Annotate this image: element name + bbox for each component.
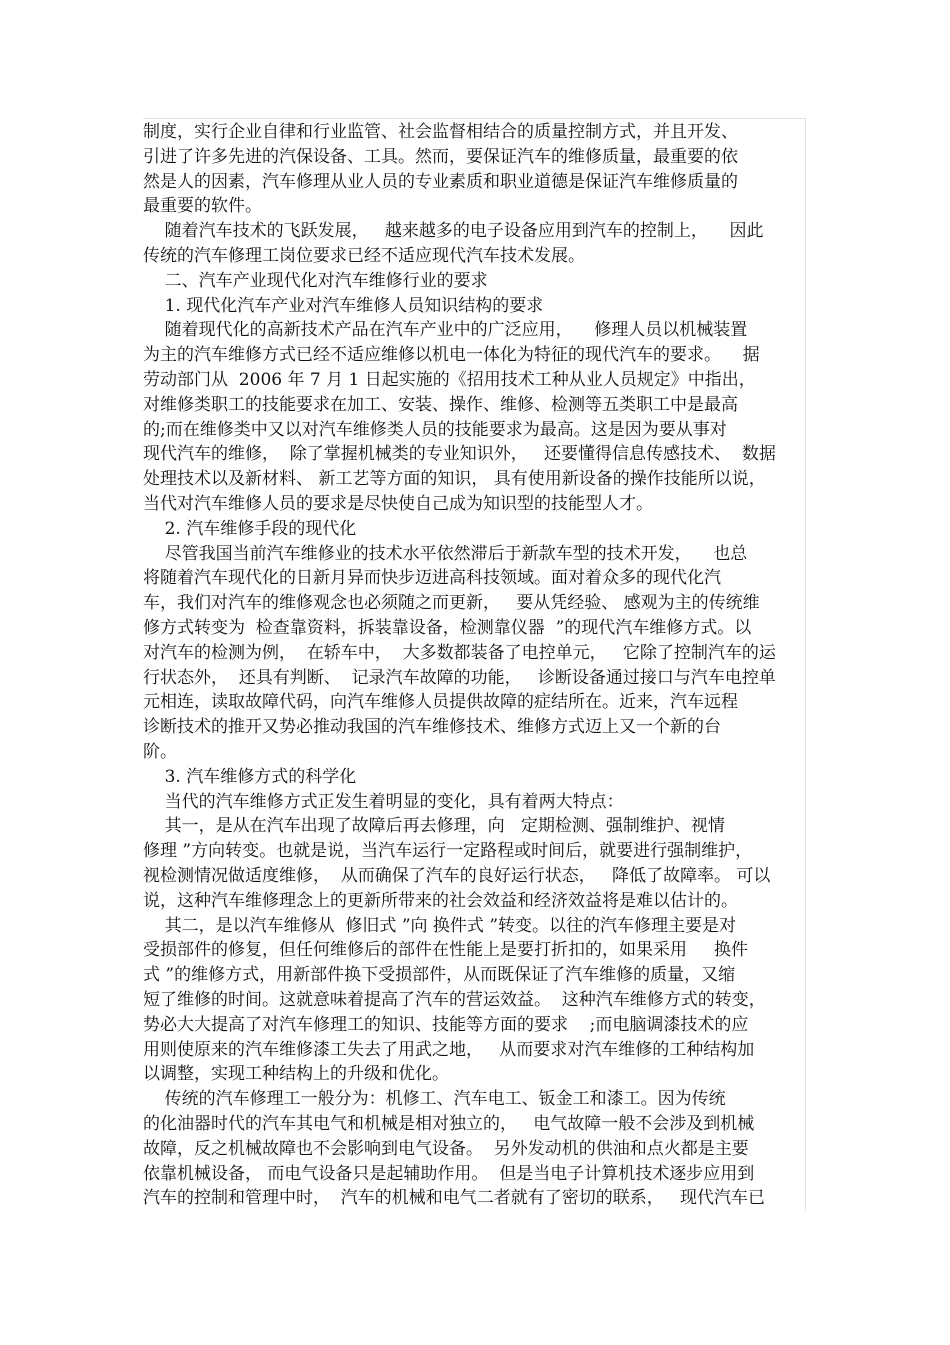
text-line: 用则使原来的汽车维修漆工失去了用武之地， 从而要求对汽车维修的工种结构加 bbox=[143, 1039, 755, 1060]
text-line: 元相连，读取故障代码，向汽车维修人员提供故障的症结所在。近来，汽车远程 bbox=[143, 692, 738, 713]
text-line: 随着汽车技术的飞跃发展， 越来越多的电子设备应用到汽车的控制上， 因此 bbox=[143, 221, 764, 242]
text-line: 传统的汽车修理工一般分为：机修工、汽车电工、钣金工和漆工。因为传统 bbox=[143, 1089, 726, 1110]
text-line: 诊断技术的推开又势必推动我国的汽车维修技术、维修方式迈上又一个新的台 bbox=[143, 717, 721, 738]
text-line: 式 ”的维修方式，用新部件换下受损部件，从而既保证了汽车维修的质量，又缩 bbox=[143, 965, 736, 986]
text-line: 汽车的控制和管理中时， 汽车的机械和电气二者就有了密切的联系， 现代汽车已 bbox=[143, 1188, 766, 1209]
text-line: 以调整，实现工种结构上的升级和优化。 bbox=[143, 1064, 449, 1085]
text-line: 1. 现代化汽车产业对汽车维修人员知识结构的要求 bbox=[143, 295, 544, 316]
text-line: 说，这种汽车维修理念上的更新所带来的社会效益和经济效益将是难以估计的。 bbox=[143, 890, 738, 911]
text-line: 受损部件的修复，但任何维修后的部件在性能上是要打折扣的，如果采用 换件 bbox=[143, 940, 749, 961]
text-line: 车，我们对汽车的维修观念也必须随之而更新， 要从凭经验、 感观为主的传统维 bbox=[143, 593, 760, 614]
text-line: 修理 ”方向转变。也就是说，当汽车运行一定路程或时间后，就要进行强制维护， bbox=[143, 841, 753, 862]
text-line: 然是人的因素，汽车修理从业人员的专业素质和职业道德是保证汽车维修质量的 bbox=[143, 171, 738, 192]
text-line: 制度，实行企业自律和行业监管、社会监督相结合的质量控制方式，并且开发、 bbox=[143, 122, 738, 142]
text-line: 修方式转变为 检查靠资料，拆装靠设备，检测靠仪器 ”的现代汽车维修方式。以 bbox=[143, 618, 752, 638]
text-line: 引进了许多先进的汽保设备、工具。然而，要保证汽车的维修质量，最重要的依 bbox=[143, 146, 738, 167]
text-line: 阶。 bbox=[143, 742, 177, 762]
text-line: 处理技术以及新材料、 新工艺等方面的知识， 具有使用新设备的操作技能所以说， bbox=[143, 469, 766, 490]
text-line: 尽管我国当前汽车维修业的技术水平依然滞后于新款车型的技术开发， 也总 bbox=[143, 543, 748, 564]
text-line: 最重要的软件。 bbox=[143, 196, 262, 217]
text-line: 3. 汽车维修方式的科学化 bbox=[143, 766, 357, 787]
text-line: 对维修类职工的技能要求在加工、安装、操作、维修、检测等五类职工中是最高 bbox=[143, 394, 738, 415]
text-line: 为主的汽车维修方式已经不适应维修以机电一体化为特征的现代汽车的要求。 据 bbox=[143, 345, 760, 366]
text-line: 势必大大提高了对汽车修理工的知识、技能等方面的要求 ;而电脑调漆技术的应 bbox=[143, 1014, 749, 1035]
text-line: 行状态外， 还具有判断、 记录汽车故障的功能， 诊断设备通过接口与汽车电控单 bbox=[143, 667, 776, 688]
text-line: 短了维修的时间。这就意味着提高了汽车的营运效益。 这种汽车维修方式的转变， bbox=[143, 990, 766, 1010]
text-line: 的;而在维修类中又以对汽车维修类人员的技能要求为最高。这是因为要从事对 bbox=[143, 419, 727, 440]
text-line: 2. 汽车维修手段的现代化 bbox=[143, 518, 357, 539]
text-line: 故障，反之机械故障也不会影响到电气设备。 另外发动机的供油和点火都是主要 bbox=[143, 1138, 749, 1159]
text-line: 随着现代化的高新技术产品在汽车产业中的广泛应用， 修理人员以机械装置 bbox=[143, 320, 748, 341]
text-line: 传统的汽车修理工岗位要求已经不适应现代汽车技术发展。 bbox=[143, 246, 585, 266]
text-line: 其二，是以汽车维修从 修旧式 ”向 换件式 ”转变。以往的汽车修理主要是对 bbox=[143, 915, 737, 936]
text-line: 对汽车的检测为例， 在轿车中， 大多数都装备了电控单元， 它除了控制汽车的运 bbox=[143, 642, 776, 663]
text-line: 劳动部门从 2006 年 7 月 1 日起实施的《招用技术工种从业人员规定》中指出， bbox=[143, 370, 756, 390]
body-text bbox=[143, 118, 806, 1211]
text-line: 视检测情况做适度维修， 从而确保了汽车的良好运行状态， 降低了故障率。 可以 bbox=[143, 866, 771, 886]
text-line: 当代对汽车维修人员的要求是尽快使自己成为知识型的技能型人才。 bbox=[143, 494, 653, 514]
text-line: 现代汽车的维修， 除了掌握机械类的专业知识外， 还要懂得信息传感技术、 数据 bbox=[143, 444, 776, 465]
text-line: 将随着汽车现代化的日新月异而快步迈进高科技领域。面对着众多的现代化汽 bbox=[143, 568, 721, 589]
text-line: 其一，是从在汽车出现了故障后再去修理，向 定期检测、强制维护、视情 bbox=[143, 816, 725, 837]
text-line: 二、汽车产业现代化对汽车维修行业的要求 bbox=[143, 270, 488, 291]
text-line: 依靠机械设备， 而电气设备只是起辅助作用。 但是当电子计算机技术逐步应用到 bbox=[143, 1163, 755, 1184]
text-line: 当代的汽车维修方式正发生着明显的变化，具有着两大特点： bbox=[143, 791, 624, 812]
text-line: 的化油器时代的汽车其电气和机械是相对独立的， 电气故障一般不会涉及到机械 bbox=[143, 1114, 755, 1134]
